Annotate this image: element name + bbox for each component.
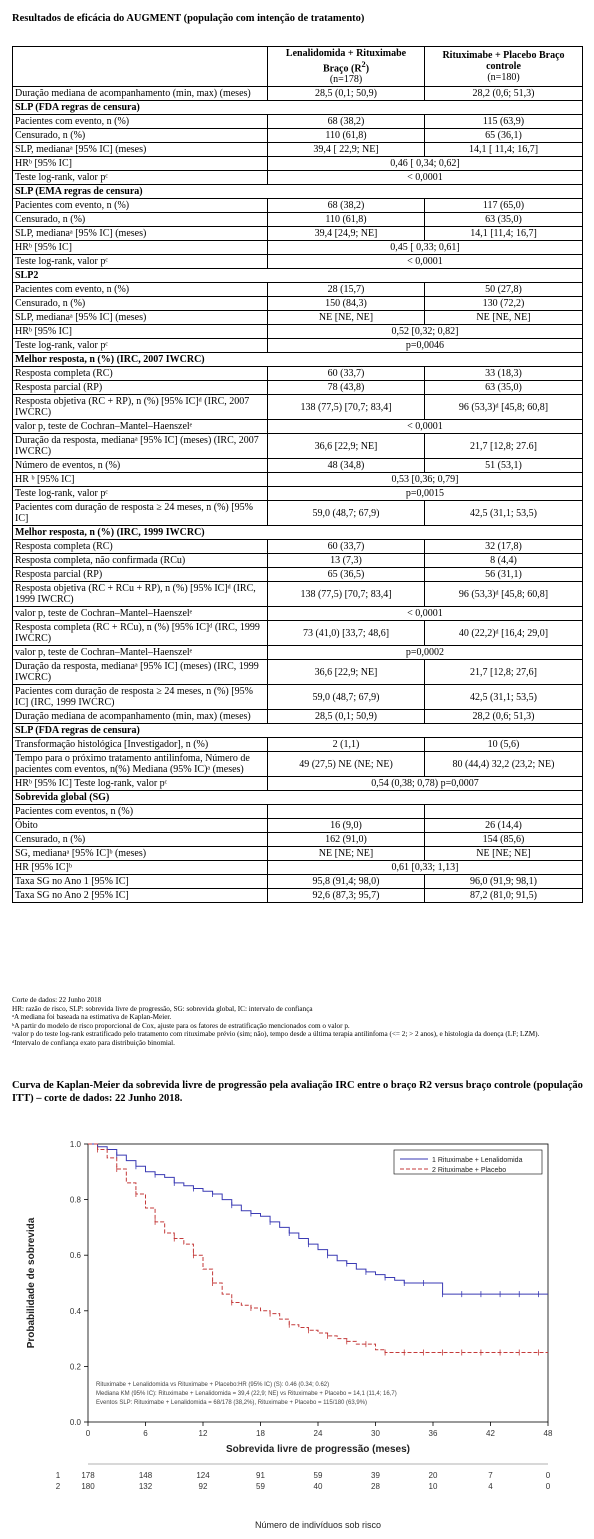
risk-count: 7 xyxy=(488,1471,493,1480)
x-axis-label: Sobrevida livre de progressão (meses) xyxy=(226,1444,410,1455)
row-value-combined: < 0,0001 xyxy=(268,420,583,434)
row-value-r2: 36,6 [22,9; NE] xyxy=(268,434,425,459)
km-legend xyxy=(394,1150,542,1174)
row-value-r2: 78 (43,8) xyxy=(268,381,425,395)
section-label: SLP2 xyxy=(13,269,583,283)
row-label: HR ᵇ [95% IC] xyxy=(13,473,268,487)
row-label: Teste log-rank, valor pᶜ xyxy=(13,255,268,269)
y-tick-label: 0.6 xyxy=(69,1251,81,1261)
row-value-control: 42,5 (31,1; 53,5) xyxy=(425,685,583,710)
row-label: Resposta parcial (RP) xyxy=(13,381,268,395)
row-value-r2: 65 (36,5) xyxy=(268,568,425,582)
row-label: HRᵇ [95% IC] xyxy=(13,157,268,171)
row-value-r2: 48 (34,8) xyxy=(268,459,425,473)
row-value-control: 50 (27,8) xyxy=(425,283,583,297)
risk-count: 20 xyxy=(428,1471,438,1480)
row-value-combined: p=0,0046 xyxy=(268,339,583,353)
footnote: ᵈIntervalo de confiança exato para distribuição binomial. xyxy=(12,1038,175,1047)
row-value-r2: 36,6 [22,9; NE] xyxy=(268,660,425,685)
row-value-control: NE [NE; NE] xyxy=(425,847,583,861)
row-value-combined: 0,54 (0,38; 0,78) p=0,0007 xyxy=(268,777,583,791)
row-label: Teste log-rank, valor pᶜ xyxy=(13,487,268,501)
table-row xyxy=(13,395,583,420)
risk-count: 0 xyxy=(545,1471,551,1480)
kaplan-meier-chart xyxy=(0,1110,594,1538)
row-value-r2: 92,6 (87,3; 95,7) xyxy=(268,889,425,903)
row-value-r2: 73 (41,0) [33,7; 48,6] xyxy=(268,621,425,646)
row-value-control: 14,1 [ 11,4; 16,7] xyxy=(425,143,583,157)
row-value-r2: 28,5 (0,1; 50,9) xyxy=(268,87,425,101)
header-arm-r2 xyxy=(268,47,425,87)
section-row xyxy=(13,791,583,805)
table-row xyxy=(13,420,583,434)
row-value-control: 96,0 (91,9; 98,1) xyxy=(425,875,583,889)
row-label: Pacientes com duração de resposta ≥ 24 meses, n (%) [95% IC] xyxy=(13,501,268,526)
section-label: Melhor resposta, n (%) (IRC, 1999 IWCRC) xyxy=(13,526,583,540)
section-row xyxy=(13,269,583,283)
row-label: Resposta objetiva (RC + RP), n (%) [95% IC]ᵈ (IRC, 2007 IWCRC) xyxy=(13,395,268,420)
row-value-combined: p=0,0015 xyxy=(268,487,583,501)
row-label: HRᵇ [95% IC] xyxy=(13,325,268,339)
row-label: HRᵇ [95% IC] Teste log-rank, valor pᶜ xyxy=(13,777,268,791)
row-label: Pacientes com duração de resposta ≥ 24 meses, n (%) [95% IC] (IRC, 1999 IWCRC) xyxy=(13,685,268,710)
annotation-line: Mediana KM (95% IC): Rituximabe + Lenalidomida = 39,4 (22,9; NE) vs Rituximabe + Placebo = 14,1 (11,4; 16,7) xyxy=(96,1391,397,1397)
section-label: SLP (FDA regras de censura) xyxy=(13,724,583,738)
row-label: Pacientes com evento, n (%) xyxy=(13,115,268,129)
y-tick-label: 0.8 xyxy=(69,1195,81,1205)
row-value-combined: 0,61 [0,33; 1,13] xyxy=(268,861,583,875)
row-value-r2: 138 (77,5) [70,7; 83,4] xyxy=(268,582,425,607)
km-lines xyxy=(88,1144,548,1356)
row-label: HR [95% IC]ᵇ xyxy=(13,861,268,875)
row-value-control: 87,2 (81,0; 91,5) xyxy=(425,889,583,903)
section-row xyxy=(13,185,583,199)
risk-count: 40 xyxy=(313,1482,323,1491)
table-body xyxy=(13,87,583,903)
table-row xyxy=(13,752,583,777)
row-value-r2: 60 (33,7) xyxy=(268,367,425,381)
row-label: Pacientes com evento, n (%) xyxy=(13,283,268,297)
risk-count: 28 xyxy=(371,1482,380,1491)
section-row xyxy=(13,101,583,115)
table-row xyxy=(13,255,583,269)
table-row xyxy=(13,459,583,473)
row-value-r2: 28,5 (0,1; 50,9) xyxy=(268,710,425,724)
row-label: Censurado, n (%) xyxy=(13,833,268,847)
row-value-r2: 39,4 [24,9; NE] xyxy=(268,227,425,241)
table-row xyxy=(13,685,583,710)
table-header-row xyxy=(13,47,583,87)
row-value-r2: 39,4 [ 22,9; NE] xyxy=(268,143,425,157)
km-annotation xyxy=(96,1382,397,1406)
risk-count: 59 xyxy=(313,1471,323,1480)
table-row xyxy=(13,227,583,241)
row-label: Teste log-rank, valor pᶜ xyxy=(13,339,268,353)
footnote: HR: razão de risco, SLP: sobrevida livre de progressão, SG: sobrevida global, IC: intervalo de confiança xyxy=(12,1004,313,1013)
table-row xyxy=(13,199,583,213)
table-row xyxy=(13,87,583,101)
row-label: Censurado, n (%) xyxy=(13,297,268,311)
row-value-control: 21,7 [12,8; 27.6] xyxy=(425,434,583,459)
row-value-control: 42,5 (31,1; 53,5) xyxy=(425,501,583,526)
row-label: SLP, medianaᵃ [95% IC] (meses) xyxy=(13,143,268,157)
risk-count: 92 xyxy=(198,1482,208,1491)
annotation-line: Eventos SLP: Rituximabe + Lenalidomida = 68/178 (38,2%), Rituximabe + Placebo = 115/180 (63,9%) xyxy=(96,1400,368,1406)
row-label: SLP, medianaᵃ [95% IC] (meses) xyxy=(13,227,268,241)
header-arm-control xyxy=(425,47,583,87)
row-value-control: 40 (22,2)ᵈ [16,4; 29,0] xyxy=(425,621,583,646)
table-row xyxy=(13,710,583,724)
row-value-r2 xyxy=(268,805,425,819)
table-row xyxy=(13,833,583,847)
row-value-r2: 13 (7,3) xyxy=(268,554,425,568)
row-value-control: 115 (63,9) xyxy=(425,115,583,129)
x-tick-label: 12 xyxy=(198,1429,208,1438)
row-value-r2: 2 (1,1) xyxy=(268,738,425,752)
table-row xyxy=(13,501,583,526)
risk-arm-label: 1 xyxy=(55,1471,61,1480)
table-row xyxy=(13,171,583,185)
row-value-control: 117 (65,0) xyxy=(425,199,583,213)
row-label: valor p, teste de Cochran–Mantel–Haenszelᵉ xyxy=(13,646,268,660)
row-value-control: 51 (53,1) xyxy=(425,459,583,473)
header-arm-r2-line2: Braço (R xyxy=(322,63,362,75)
row-value-combined: < 0,0001 xyxy=(268,171,583,185)
km-figure-title: Curva de Kaplan-Meier da sobrevida livre de progressão pela avaliação IRC entre o braço R2 versus braço controle (população ITT) – corte de dados: 22 Junho 2018. xyxy=(12,1080,583,1104)
risk-count: 4 xyxy=(488,1482,493,1491)
row-value-control: 96 (53,3)ᵈ [45,8; 60,8] xyxy=(425,582,583,607)
table-row xyxy=(13,889,583,903)
row-label: Duração da resposta, medianaᵃ [95% IC] (meses) (IRC, 1999 IWCRC) xyxy=(13,660,268,685)
row-label: SLP, medianaᵃ [95% IC] (meses) xyxy=(13,311,268,325)
row-value-control: NE [NE, NE] xyxy=(425,311,583,325)
row-value-control: 56 (31,1) xyxy=(425,568,583,582)
row-label: valor p, teste de Cochran–Mantel–Haenszelᵉ xyxy=(13,607,268,621)
row-value-r2: 95,8 (91,4; 98,0) xyxy=(268,875,425,889)
row-label: Taxa SG no Ano 2 [95% IC] xyxy=(13,889,268,903)
table-row xyxy=(13,325,583,339)
row-value-control: 10 (5,6) xyxy=(425,738,583,752)
x-tick-label: 42 xyxy=(486,1429,495,1438)
km-axes xyxy=(26,1140,553,1455)
row-label: Resposta parcial (RP) xyxy=(13,568,268,582)
header-arm-control-line2: controle xyxy=(486,61,521,73)
footnote: ᵃA mediana foi baseada na estimativa de Kaplan-Meier. xyxy=(12,1013,172,1022)
table-row xyxy=(13,607,583,621)
row-value-control: 65 (36,1) xyxy=(425,129,583,143)
row-label: Pacientes com eventos, n (%) xyxy=(13,805,268,819)
row-label: valor p, teste de Cochran–Mantel–Haenszelᵉ xyxy=(13,420,268,434)
section-row xyxy=(13,526,583,540)
row-value-control: 28,2 (0,6; 51,3) xyxy=(425,87,583,101)
risk-count: 39 xyxy=(371,1471,380,1480)
x-tick-label: 0 xyxy=(85,1429,91,1438)
row-value-r2: NE [NE; NE] xyxy=(268,847,425,861)
section-label: Melhor resposta, n (%) (IRC, 2007 IWCRC) xyxy=(13,353,583,367)
risk-count: 132 xyxy=(138,1482,153,1491)
row-value-r2: 110 (61,8) xyxy=(268,213,425,227)
legend-entry: 2 Rituximabe + Placebo xyxy=(432,1167,507,1174)
table-row xyxy=(13,473,583,487)
table-row xyxy=(13,115,583,129)
header-arm-r2-line1: Lenalidomida + Rituximabe xyxy=(285,48,407,59)
row-value-r2: 28 (15,7) xyxy=(268,283,425,297)
row-value-r2: 49 (27,5) NE (NE; NE) xyxy=(268,752,425,777)
table-row xyxy=(13,660,583,685)
risk-count: 178 xyxy=(81,1471,95,1480)
row-label: Número de eventos, n (%) xyxy=(13,459,268,473)
row-value-combined: 0,46 [ 0,34; 0,62] xyxy=(268,157,583,171)
table-row xyxy=(13,297,583,311)
row-value-control: 21,7 [12,8; 27,6] xyxy=(425,660,583,685)
row-label: SG, medianaᵃ [95% IC]ᵇ (meses) xyxy=(13,847,268,861)
row-value-control xyxy=(425,805,583,819)
table-row xyxy=(13,381,583,395)
table-row xyxy=(13,143,583,157)
row-value-r2: 110 (61,8) xyxy=(268,129,425,143)
table-title: Resultados de eficácia do AUGMENT (população com intenção de tratamento) xyxy=(12,13,365,24)
header-arm-control-line1: Rituximabe + Placebo Braço xyxy=(442,50,565,62)
footnotes xyxy=(12,996,582,1048)
row-label: Resposta completa (RC) xyxy=(13,367,268,381)
row-value-control: 154 (85,6) xyxy=(425,833,583,847)
risk-table-label: Número de indivíduos sob risco xyxy=(254,1520,382,1530)
row-value-control: 8 (4,4) xyxy=(425,554,583,568)
row-value-r2: 162 (91,0) xyxy=(268,833,425,847)
header-arm-r2-n: (n=178) xyxy=(329,74,363,86)
row-value-r2: 138 (77,5) [70,7; 83,4] xyxy=(268,395,425,420)
table-row xyxy=(13,646,583,660)
row-value-control: 32 (17,8) xyxy=(425,540,583,554)
x-tick-label: 36 xyxy=(428,1429,438,1438)
row-label: Teste log-rank, valor pᶜ xyxy=(13,171,268,185)
table-row xyxy=(13,582,583,607)
row-label: Resposta objetiva (RC + RCu + RP), n (%) [95% IC]ᵈ (IRC, 1999 IWCRC) xyxy=(13,582,268,607)
risk-count: 59 xyxy=(256,1482,265,1491)
table-row xyxy=(13,875,583,889)
y-tick-label: 1.0 xyxy=(69,1140,81,1149)
plot-frame xyxy=(88,1144,548,1422)
table-row xyxy=(13,554,583,568)
risk-count: 10 xyxy=(428,1482,438,1491)
section-label: SLP (FDA regras de censura) xyxy=(13,101,583,115)
table-row xyxy=(13,568,583,582)
risk-count: 91 xyxy=(256,1471,265,1480)
table-row xyxy=(13,738,583,752)
row-value-combined: 0,45 [ 0,33; 0,61] xyxy=(268,241,583,255)
row-value-control: 96 (53,3)ᵈ [45,8; 60,8] xyxy=(425,395,583,420)
x-tick-label: 24 xyxy=(313,1429,323,1438)
row-value-combined: < 0,0001 xyxy=(268,607,583,621)
row-value-control: 14,1 [11,4; 16,7] xyxy=(425,227,583,241)
table-row xyxy=(13,367,583,381)
table-row xyxy=(13,311,583,325)
header-label-cell xyxy=(13,47,268,87)
section-label: Sobrevida global (SG) xyxy=(13,791,583,805)
row-value-combined: < 0,0001 xyxy=(268,255,583,269)
row-label: Duração da resposta, medianaᵃ [95% IC] (meses) (IRC, 2007 IWCRC) xyxy=(13,434,268,459)
row-value-control: 130 (72,2) xyxy=(425,297,583,311)
table-row xyxy=(13,861,583,875)
row-label: Censurado, n (%) xyxy=(13,129,268,143)
row-label: Duração mediana de acompanhamento (min, max) (meses) xyxy=(13,87,268,101)
table-row xyxy=(13,157,583,171)
risk-count: 148 xyxy=(138,1471,153,1480)
row-label: Óbito xyxy=(13,819,268,833)
y-tick-label: 0.2 xyxy=(69,1362,81,1372)
row-value-combined: 0,53 [0,36; 0,79] xyxy=(268,473,583,487)
row-label: Tempo para o próximo tratamento antilinfoma, Número de pacientes com eventos, n(%) Mediana (95% IC)ᵃ (meses) xyxy=(13,752,268,777)
section-row xyxy=(13,724,583,738)
row-value-control: 63 (35,0) xyxy=(425,213,583,227)
row-value-r2: 60 (33,7) xyxy=(268,540,425,554)
annotation-line: Rituximabe + Lenalidomida vs Rituximabe + Placebo:HR (95% IC) (S): 0.46 (0.34; 0.62) xyxy=(96,1382,330,1388)
row-label: Resposta completa (RC) xyxy=(13,540,268,554)
risk-count: 180 xyxy=(81,1482,95,1491)
row-value-r2: 68 (38,2) xyxy=(268,115,425,129)
row-label: HRᵇ [95% IC] xyxy=(13,241,268,255)
table-row xyxy=(13,283,583,297)
risk-count: 0 xyxy=(545,1482,551,1491)
table-row xyxy=(13,213,583,227)
row-label: Pacientes com evento, n (%) xyxy=(13,199,268,213)
table-row xyxy=(13,777,583,791)
row-value-r2: 150 (84,3) xyxy=(268,297,425,311)
footnote: Corte de dados: 22 Junho 2018 xyxy=(12,996,102,1004)
row-label: Resposta completa (RC + RCu), n (%) [95% IC]ᵈ (IRC, 1999 IWCRC) xyxy=(13,621,268,646)
row-value-control: 33 (18,3) xyxy=(425,367,583,381)
row-label: Duração mediana de acompanhamento (min, max) (meses) xyxy=(13,710,268,724)
x-tick-label: 6 xyxy=(143,1429,148,1438)
table-row xyxy=(13,847,583,861)
row-label: Censurado, n (%) xyxy=(13,213,268,227)
row-value-r2: 68 (38,2) xyxy=(268,199,425,213)
table-row xyxy=(13,434,583,459)
footnote: ᶜvalor p do teste log-rank estratificado pelo tratamento com rituximabe prévio (sim; não), tempo desde a última terapia antilinfoma (<= 2; > 2 anos), e histologia da doença (LF; LZM). xyxy=(12,1030,540,1039)
row-value-combined: p=0,0002 xyxy=(268,646,583,660)
row-label: Resposta completa, não confirmada (RCu) xyxy=(13,554,268,568)
section-row xyxy=(13,353,583,367)
legend-entry: 1 Rituximabe + Lenalidomida xyxy=(432,1157,523,1164)
table-row xyxy=(13,540,583,554)
y-tick-label: 0.0 xyxy=(69,1418,81,1427)
table-row xyxy=(13,805,583,819)
row-value-control: 80 (44,4) 32,2 (23,2; NE) xyxy=(425,752,583,777)
table-row xyxy=(13,819,583,833)
risk-count: 124 xyxy=(196,1471,210,1480)
row-value-r2: 59,0 (48,7; 67,9) xyxy=(268,685,425,710)
efficacy-table xyxy=(12,46,583,903)
km-risk-table xyxy=(56,1464,551,1530)
x-tick-label: 30 xyxy=(371,1429,380,1438)
row-value-control: 26 (14,4) xyxy=(425,819,583,833)
row-label: Taxa SG no Ano 1 [95% IC] xyxy=(13,875,268,889)
section-label: SLP (EMA regras de censura) xyxy=(13,185,583,199)
row-label: Transformação histológica [Investigador], n (%) xyxy=(13,738,268,752)
header-arm-r2-line2-end: ) xyxy=(365,63,370,75)
header-arm-control-n: (n=180) xyxy=(487,72,520,84)
row-value-r2: NE [NE, NE] xyxy=(268,311,425,325)
row-value-r2: 59,0 (48,7; 67,9) xyxy=(268,501,425,526)
table-row xyxy=(13,339,583,353)
row-value-combined: 0,52 [0,32; 0,82] xyxy=(268,325,583,339)
x-tick-label: 48 xyxy=(543,1429,553,1438)
table-row xyxy=(13,129,583,143)
x-tick-label: 18 xyxy=(256,1429,265,1438)
header-arm-r2-sup: 2 xyxy=(361,60,366,69)
table-row xyxy=(13,621,583,646)
table-row xyxy=(13,241,583,255)
y-axis-label: Probabilidade de sobrevida xyxy=(26,1217,37,1349)
table-row xyxy=(13,487,583,501)
row-value-r2: 16 (9,0) xyxy=(268,819,425,833)
risk-arm-label: 2 xyxy=(55,1482,61,1491)
row-value-control: 28,2 (0,6; 51,3) xyxy=(425,710,583,724)
footnote: ᵇA partir do modelo de risco proporcional de Cox, ajuste para os fatores de estratificação mencionados com o valor p. xyxy=(12,1021,350,1030)
y-tick-label: 0.4 xyxy=(69,1306,81,1316)
row-value-control: 63 (35,0) xyxy=(425,381,583,395)
